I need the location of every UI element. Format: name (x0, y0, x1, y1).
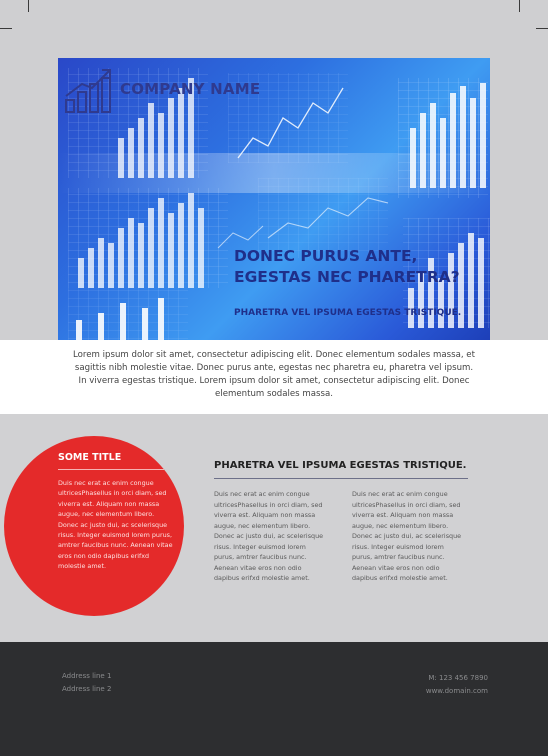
section-title: PHARETRA VEL IPSUMA EGESTAS TRISTIQUE. (214, 460, 467, 471)
bar-chart-arrow-icon (64, 66, 116, 114)
hero-image (58, 58, 490, 340)
footer (0, 642, 548, 756)
hero-headline-line2: EGESTAS NEC PHARETRA? (234, 268, 460, 286)
circle-title: SOME TITLE (58, 452, 122, 463)
text-column-2: Duis nec erat ac enim congue ultricesPhasellus in orci diam, sed viverra est. Aliquam non massa augue, nec elementum libero. Donec ac justo dui, ac scelerisque risus. Integer euismod lorem purus, amtrer faucibus nunc. Aenean vitae eros non odio dapibus erifxd molestie amet. (352, 490, 462, 582)
address-line-1: Address line 1 (62, 672, 112, 680)
text-column-1: Duis nec erat ac enim congue ultricesPhasellus in orci diam, sed viverra est. Aliquam non massa augue, nec elementum libero. Donec ac justo dui, ac scelerisque risus. Integer euismod lorem purus, amtrer faucibus nunc. Aenean vitae eros non odio dapibus erifxd molestie amet. (214, 490, 324, 582)
content-section (0, 414, 548, 642)
circle-divider (58, 469, 164, 470)
crop-mark (28, 0, 29, 12)
circle-body: Duis nec erat ac enim congue ultricesPhasellus in orci diam, sed viverra est. Aliquam non massa augue, nec elementum libero. Donec ac justo dui, ac scelerisque risus. Integer euismod lorem purus, amtrer faucibus nunc. Aenean vitae eros non odio dapibus erifxd molestie amet. (58, 479, 173, 571)
intro-band (0, 340, 548, 414)
hero-graph-background (58, 58, 490, 340)
crop-mark (536, 28, 548, 29)
section-divider (214, 478, 468, 479)
crop-mark (0, 28, 12, 29)
phone-number: M: 123 456 7890 (428, 674, 488, 682)
hero-headline-line1: DONEC PURUS ANTE, (234, 247, 418, 265)
intro-text: Lorem ipsum dolor sit amet, consectetur adipiscing elit. Donec elementum sodales massa, et sagittis nibh molestie vitae. Donec purus ante, egestas nec pharetra eu, pharetra vel ipsum. In viverra egestas tristique. Lorem ipsum dolor sit amet, consectetur adipiscing elit. Donec elementum sodales massa. (73, 350, 475, 399)
crop-mark (519, 0, 520, 12)
address-line-2: Address line 2 (62, 685, 112, 693)
hero-subheadline: PHARETRA VEL IPSUMA EGESTAS TRISTIQUE. (234, 308, 462, 318)
website: www.domain.com (425, 687, 488, 695)
company-name: COMPANY NAME (120, 80, 261, 98)
hero-headline (234, 246, 484, 288)
